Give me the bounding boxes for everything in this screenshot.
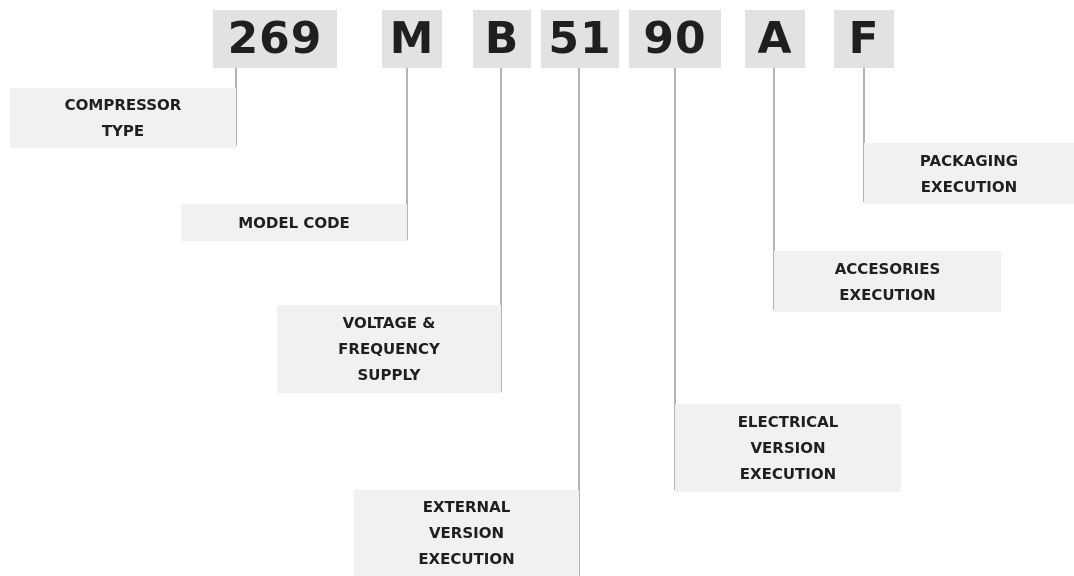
label-model-code xyxy=(181,204,407,241)
label-external-version xyxy=(354,490,579,576)
label-compressor-type-text: COMPRESSOR TYPE xyxy=(64,96,182,140)
label-model-code-text: MODEL CODE xyxy=(238,213,350,232)
label-external-version-text: EXTERNAL VERSION EXECUTION xyxy=(418,498,515,568)
label-packaging xyxy=(864,143,1074,204)
label-accessories xyxy=(774,251,1001,312)
code-segment-compressor-type: 269 xyxy=(213,10,337,68)
label-packaging-text: PACKAGING EXECUTION xyxy=(919,151,1019,196)
code-segment-electrical-version: 90 xyxy=(629,10,721,68)
code-segment-voltage-frequency: B xyxy=(473,10,531,68)
label-voltage-frequency xyxy=(277,305,501,393)
label-accessories-text: ACCESORIES EXECUTION xyxy=(834,259,941,304)
code-segment-packaging: F xyxy=(834,10,894,68)
label-electrical-version xyxy=(675,404,901,492)
label-electrical-version-text: ELECTRICAL VERSION EXECUTION xyxy=(737,413,839,483)
code-segment-accessories: A xyxy=(745,10,805,68)
label-compressor-type xyxy=(10,88,236,148)
code-segment-model-code: M xyxy=(382,10,442,68)
code-segment-external-version: 51 xyxy=(541,10,619,68)
label-voltage-frequency-text: VOLTAGE & FREQUENCY SUPPLY xyxy=(338,314,440,384)
